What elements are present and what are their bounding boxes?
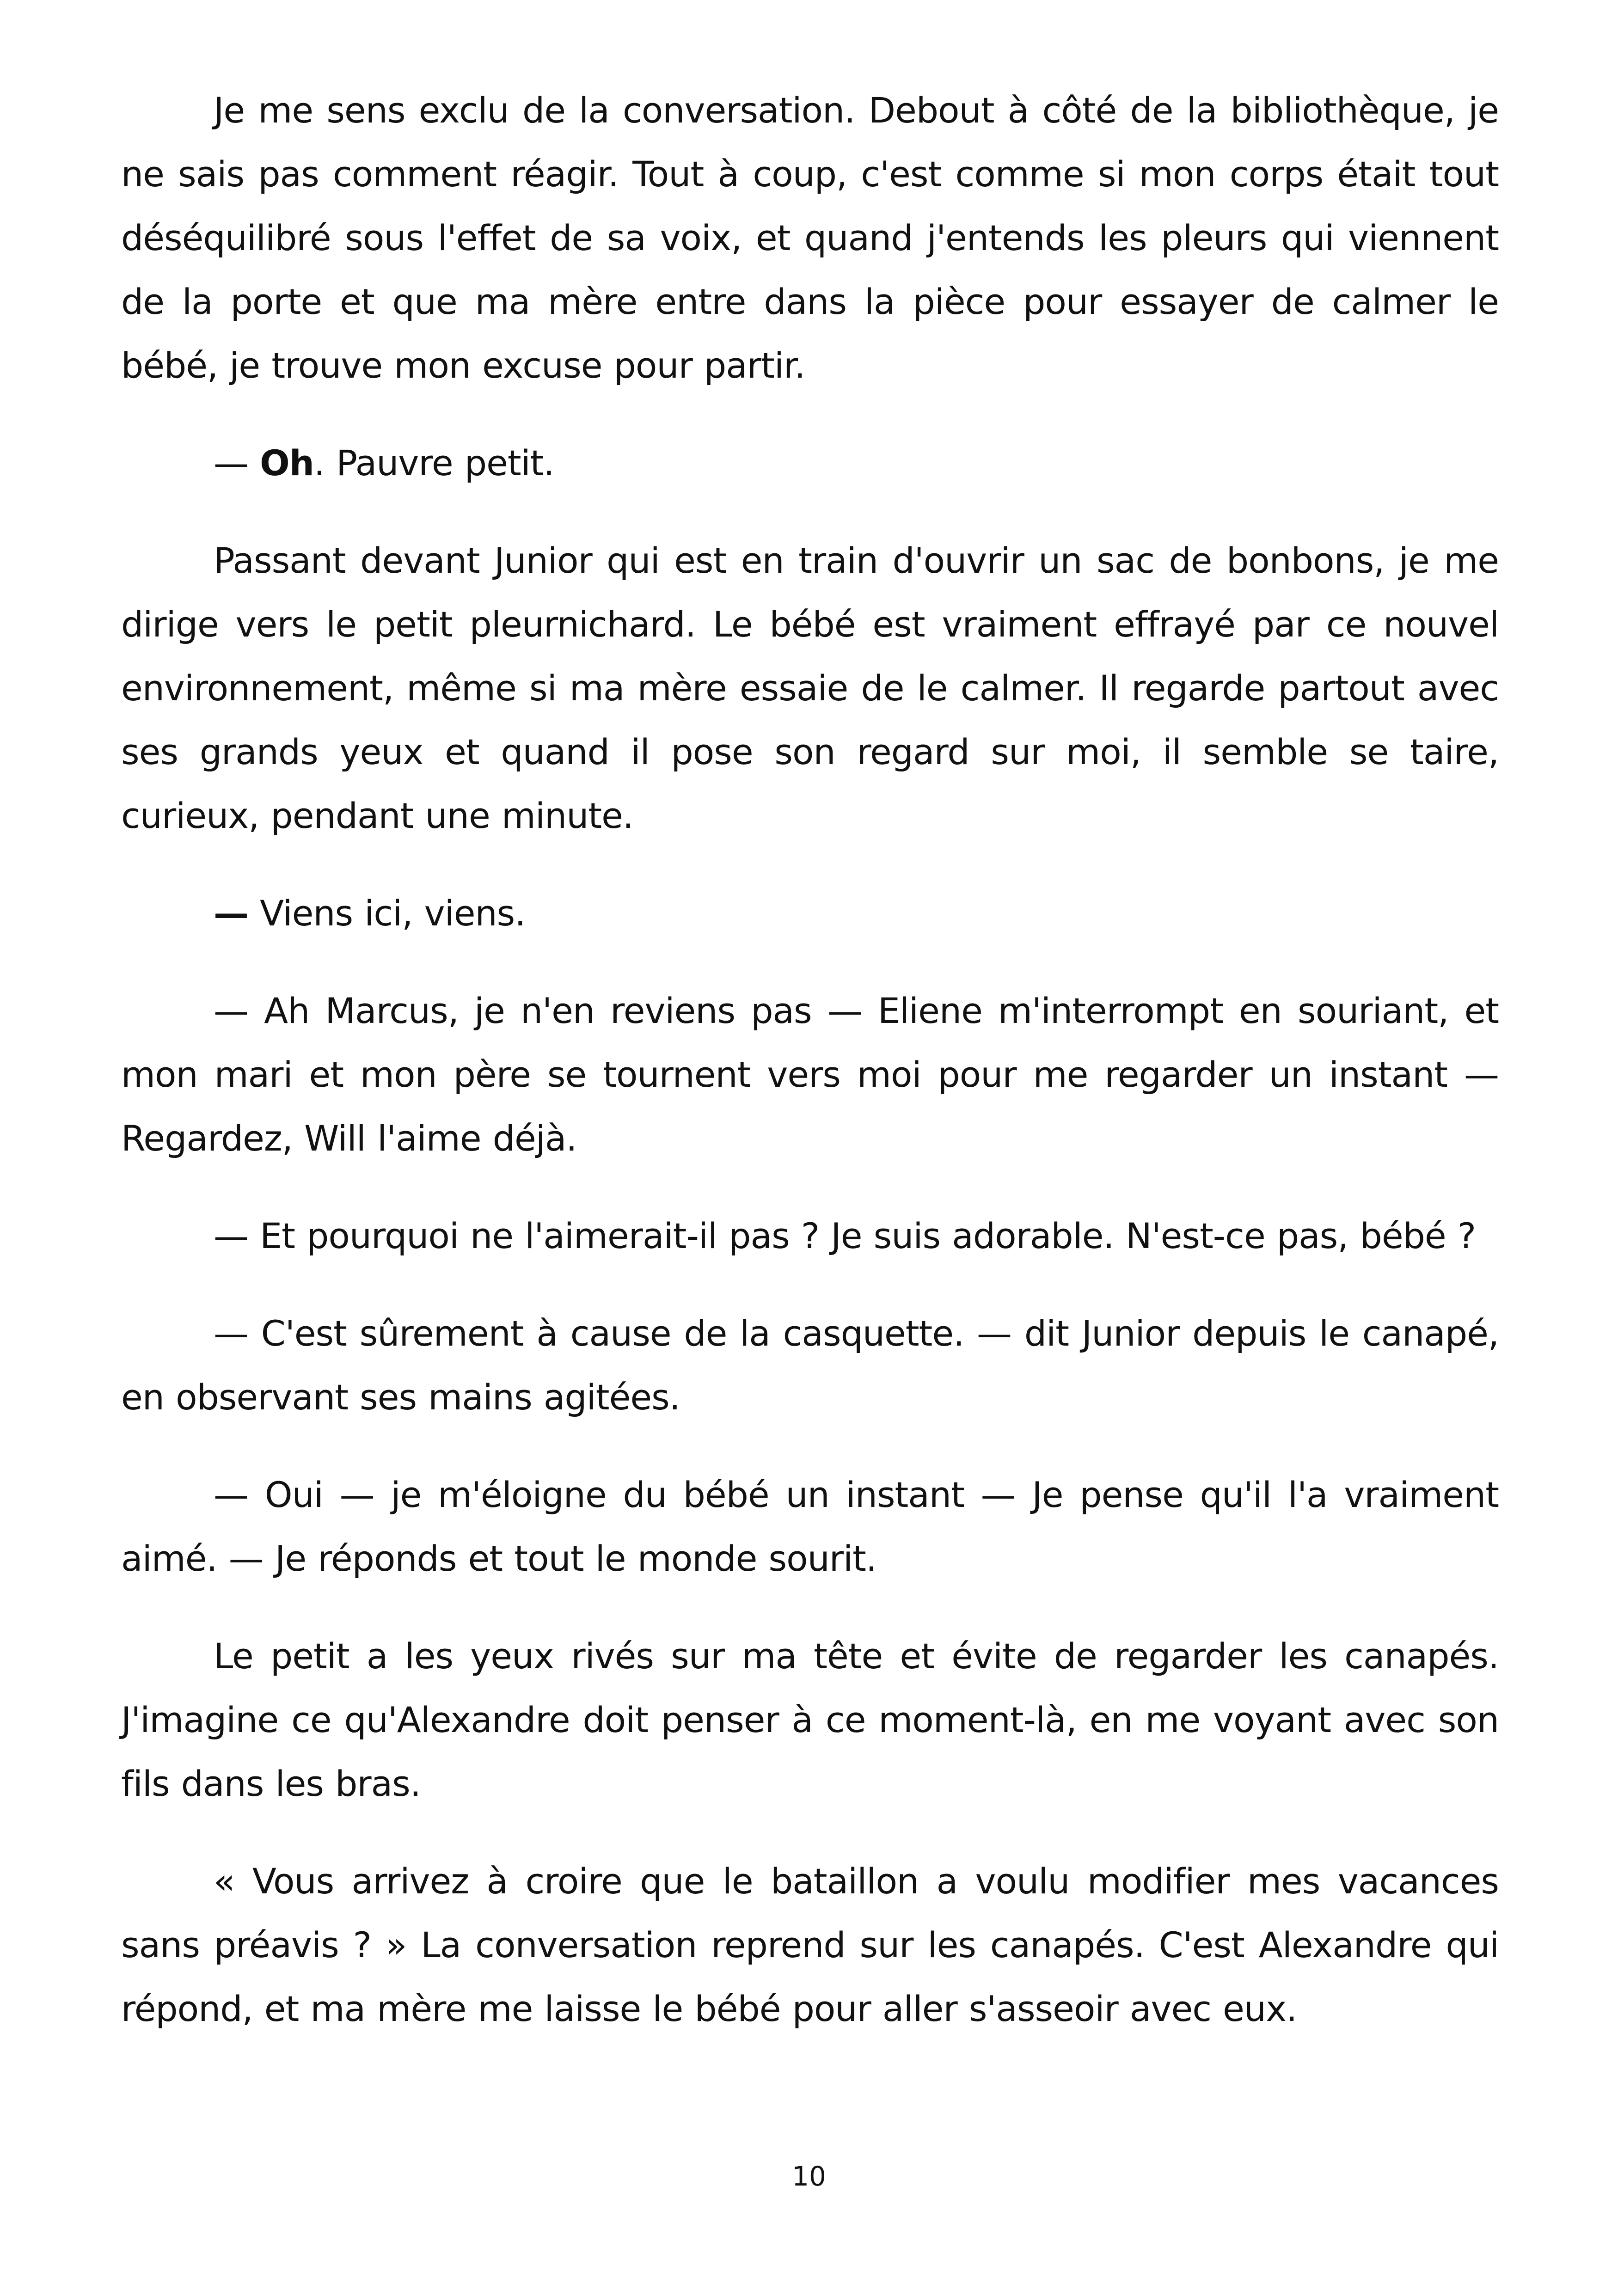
paragraph-4 (121, 882, 1499, 945)
paragraph-1: Je me sens exclu de la conversation. Debout à côté de la bibliothèque, je ne sais pas comment réagir. Tout à coup, c'est comme si mon corps était tout déséquilibré sous l'effet de sa voix, et quand j'entends les pleurs qui viennent de la porte et que ma mère entre dans la pièce pour essayer de calmer le bébé, je trouve mon excuse pour partir. (121, 90, 1499, 386)
paragraph-5: — Ah Marcus, je n'en reviens pas — Eliene m'interrompt en souriant, et mon mari et mon père se tournent vers moi pour me regarder un instant — Regardez, Will l'aime déjà. (121, 990, 1499, 1159)
page-number: 10 (792, 2161, 826, 2192)
paragraph-10: « Vous arrivez à croire que le bataillon a voulu modifier mes vacances sans préavis ? » La conversation reprend sur les canapés. C'est Alexandre qui répond, et ma mère me laisse le bébé pour aller s'asseoir avec eux. (121, 1861, 1499, 2029)
paragraph-2 (121, 431, 1499, 495)
dialogue-dash: — (214, 442, 260, 484)
bold-word: Oh (260, 442, 314, 484)
paragraph-6: — Et pourquoi ne l'aimerait-il pas ? Je suis adorable. N'est-ce pas, bébé ? (214, 1215, 1476, 1256)
dialogue-text: . Pauvre petit. (313, 442, 554, 484)
page-body (121, 79, 1499, 2041)
paragraph-9: Le petit a les yeux rivés sur ma tête et évite de regarder les canapés. J'imagine ce qu'Alexandre doit penser à ce moment-là, en me voyant avec son fils dans les bras. (121, 1635, 1499, 1804)
bold-dash: — (214, 893, 248, 934)
paragraph-7: — C'est sûrement à cause de la casquette. — dit Junior depuis le canapé, en observant ses mains agitées. (121, 1313, 1499, 1418)
dialogue-text: Viens ici, viens. (248, 893, 526, 934)
paragraph-8: — Oui — je m'éloigne du bébé un instant — Je pense qu'il l'a vraiment aimé. — Je réponds et tout le monde sourit. (121, 1474, 1499, 1579)
paragraph-3: Passant devant Junior qui est en train d'ouvrir un sac de bonbons, je me dirige vers le petit pleurnichard. Le bébé est vraiment effrayé par ce nouvel environnement, même si ma mère essaie de le calmer. Il regarde partout avec ses grands yeux et quand il pose son regard sur moi, il semble se taire, curieux, pendant une minute. (121, 540, 1499, 836)
